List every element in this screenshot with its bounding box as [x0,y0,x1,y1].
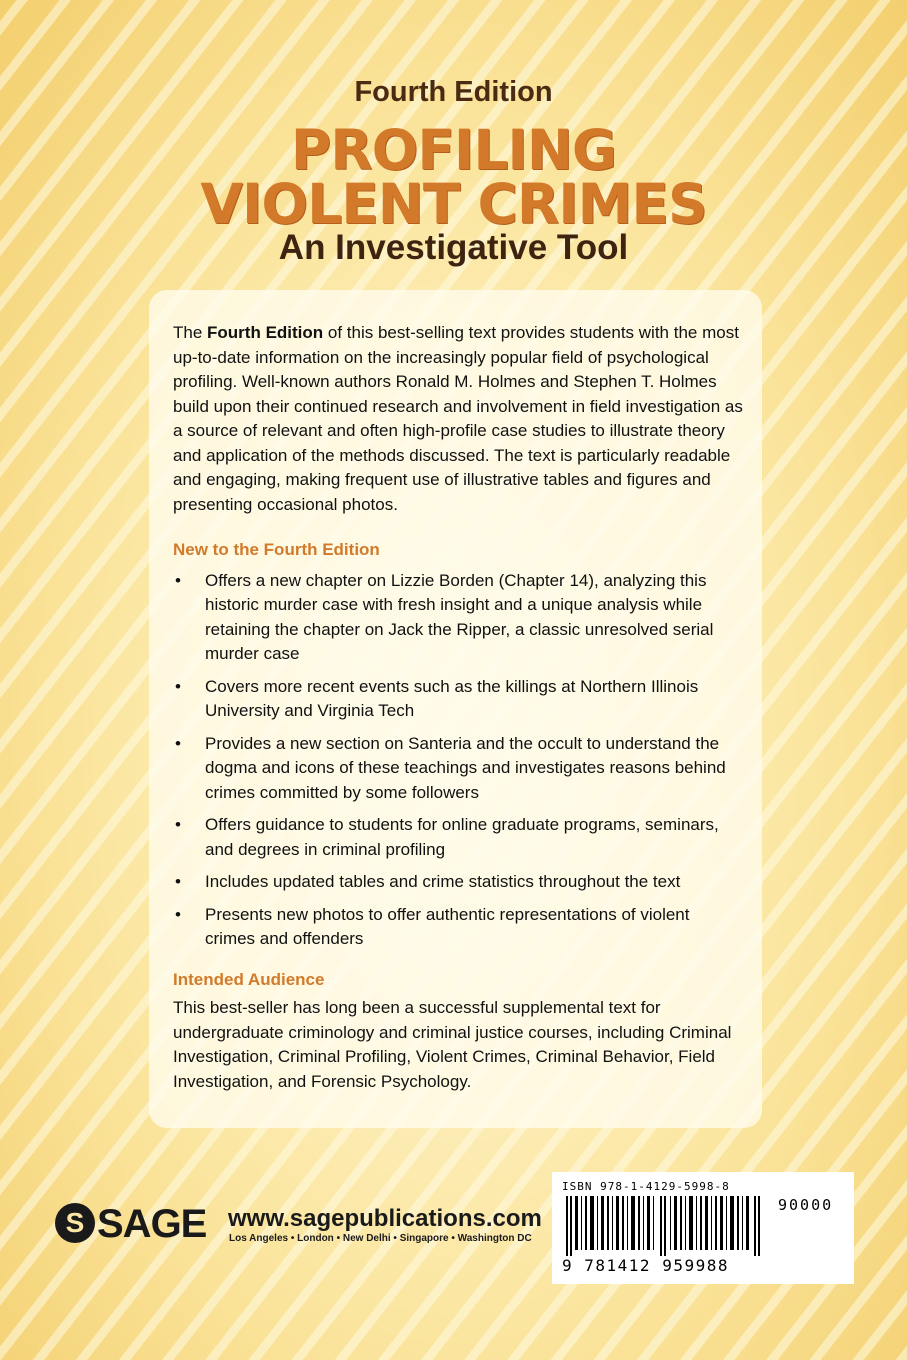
subtitle: An Investigative Tool [278,228,629,267]
list-item [173,903,743,952]
bullet-icon: • [175,904,181,924]
audience-heading: Intended Audience [173,969,325,989]
sage-logo-icon: S [55,1203,95,1243]
publisher-locations: Los Angeles • London • New Delhi • Singapore • Washington DC [229,1233,532,1244]
description-content [173,321,743,1094]
list-item-text: Offers a new chapter on Lizzie Borden (Chapter 14), analyzing this historic murder case with fresh insight and a unique analysis while retaining the chapter on Jack the Ripper, a classic unresolved serial murder case [205,570,714,663]
ean-barcode-icon [562,1196,772,1256]
new-features-heading: New to the Fourth Edition [173,540,380,559]
barcode-box [552,1172,854,1284]
bullet-icon: • [175,570,181,590]
list-item [173,732,743,806]
list-item-text: Includes updated tables and crime statistics throughout the text [205,872,681,891]
title-line-2: VIOLENT CRIMES [200,172,707,236]
list-item-text: Presents new photos to offer authentic representations of violent crimes and offenders [205,904,690,948]
sage-logo-text: SAGE [97,1202,207,1246]
intro-prefix: The [173,323,208,342]
title-line-1: PROFILING [290,118,617,182]
audience-paragraph: This best-seller has long been a successful supplemental text for undergraduate criminology and criminal justice courses, including Criminal Investigation, Criminal Profiling, Violent Crimes, Criminal Behavior, Field Investigation, and Forensic Psychology. [173,998,732,1091]
intro-paragraph [173,321,743,517]
bullet-icon: • [175,815,181,834]
list-item-text: Provides a new section on Santeria and the occult to understand the dogma and icons of these teachings and investigates reasons behind crimes committed by some followers [205,733,726,802]
bullet-icon: • [175,872,181,891]
price-code: 90000 [778,1196,834,1214]
intro-bold-edition: Fourth Edition [207,323,324,342]
ean-digits: 9 781412 959988 [562,1256,729,1275]
list-item [173,569,743,667]
bullet-icon: • [175,733,181,753]
list-item [173,870,743,895]
publisher-block [55,1202,542,1253]
publisher-url[interactable]: www.sagepublications.com [228,1205,542,1232]
intro-rest: of this best-selling text provides students with the most up-to-date information on the increasingly popular field of psychological profiling. Well-known authors Ronald M. Holmes and Stephen T. Holmes build upon their continued research and involvement in field investigation as a source of relevant and often high-profile case studies to illustrate theory and application of the methods discussed. The text is particularly readable and engaging, making frequent use of illustrative tables and figures and presenting occasional photos. [173,323,743,514]
edition-label: Fourth Edition [354,76,553,108]
list-item [173,813,743,862]
list-item [173,675,743,724]
bullet-icon: • [175,676,181,696]
new-features-list [173,569,743,952]
list-item-text: Offers guidance to students for online graduate programs, seminars, and degrees in criminal profiling [205,815,719,859]
list-item-text: Covers more recent events such as the killings at Northern Illinois University and Virginia Tech [205,676,699,720]
isbn-label: ISBN 978-1-4129-5998-8 [562,1180,730,1193]
